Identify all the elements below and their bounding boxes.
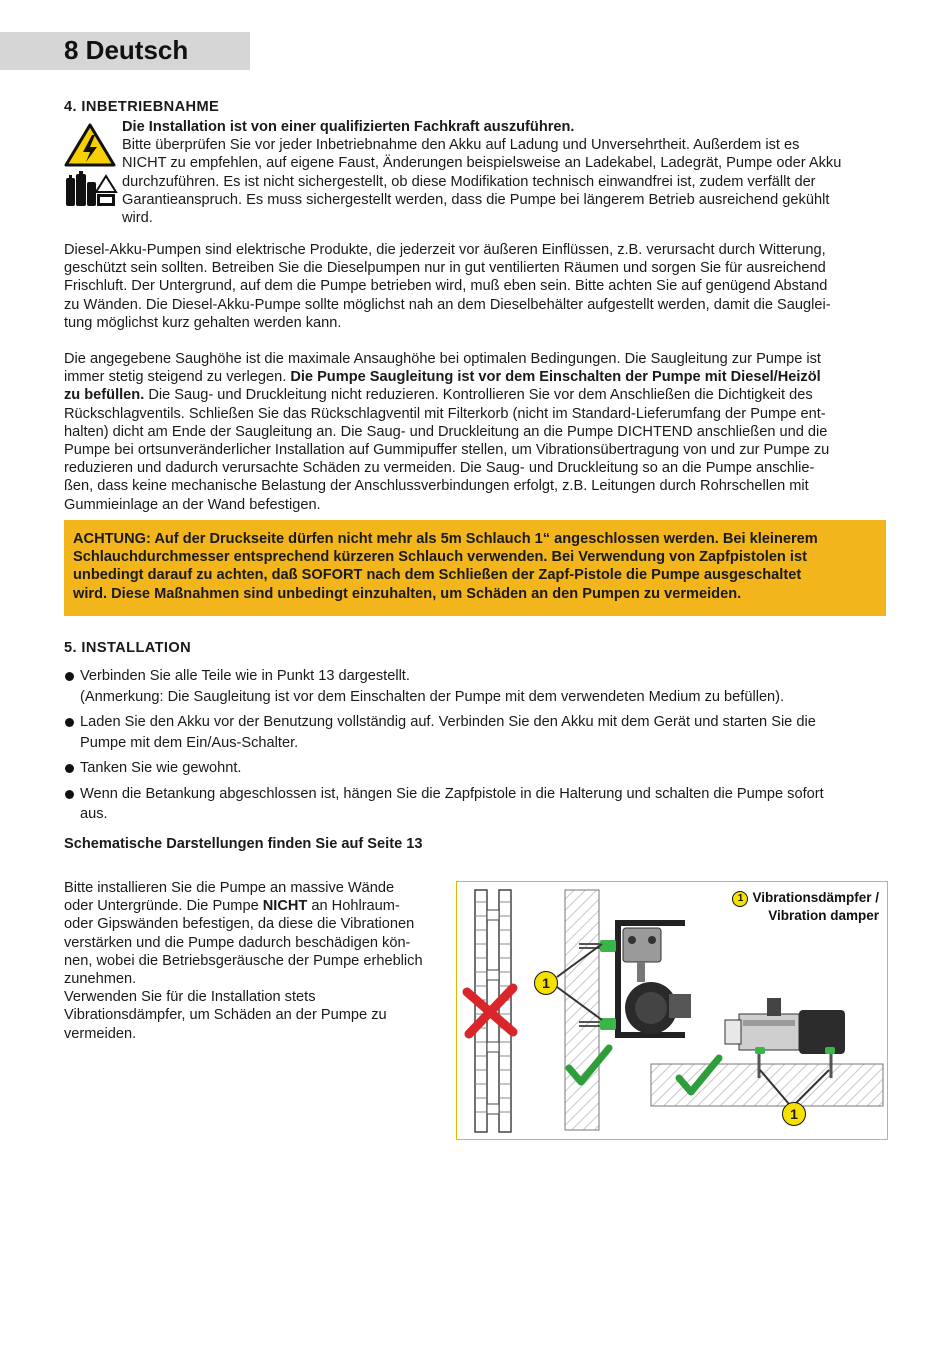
paragraph-line: Die Saug- und Druckleitung nicht reduzieren. Kontrollieren Sie vor dem Anschließen die Dichtigkeit des — [144, 387, 813, 404]
paragraph-line: ßen, dass keine mechanische Belastung der Anschlussverbindungen erfolgt, z.B. Leitungen durch Rohrschellen mit — [64, 478, 809, 495]
solid-wall — [565, 890, 599, 1130]
paragraph-line: zunehmen. — [64, 971, 137, 988]
list-item-text: Wenn die Betankung abgeschlossen ist, hängen Sie die Zapfpistole in die Halterung und schalten die Pumpe sofort — [80, 785, 824, 802]
warning-text — [73, 530, 878, 603]
paragraph-line: tung möglichst kurz gehalten werden kann. — [64, 314, 342, 331]
figure-legend — [732, 889, 879, 925]
legend-text: Vibration damper — [768, 908, 879, 923]
paragraph-line: Vibrationsdämpfer, um Schäden an der Pumpe zu — [64, 1007, 387, 1024]
list-item-text: Pumpe mit dem Ein/Aus-Schalter. — [80, 734, 299, 751]
paragraph-line: Pumpe bei ortsunveränderlicher Installation auf Gummipuffer stellen, um Vibrationsübertragung von und zur Pumpe zu — [64, 442, 830, 459]
paragraph-line: Bitte installieren Sie die Pumpe an massive Wände — [64, 880, 395, 896]
list-item-text: (Anmerkung: Die Saugleitung ist vor dem Einschalten der Pumpe mit dem verwendeten Medium zu befüllen). — [80, 688, 785, 705]
warning-box — [64, 520, 886, 616]
paragraph-line: vermeiden. — [64, 1025, 137, 1042]
paragraph-line: an Hohlraum- — [307, 898, 400, 915]
paragraph-line: Gummieinlage an der Wand befestigen. — [64, 496, 321, 513]
callout-number-badge: 1 — [534, 971, 558, 995]
callout-number-badge: 1 — [782, 1102, 806, 1126]
paragraph-line: nen, wobei die Betriebsgeräusche der Pumpe erheblich — [64, 952, 423, 969]
paragraph-line: verstärken und die Pumpe dadurch beschädigen kön- — [64, 934, 411, 951]
paragraph-line: Verwenden Sie für die Installation stets — [64, 989, 316, 1006]
intro-line: NICHT zu empfehlen, auf eigene Faust, Änderungen beispielsweise an Ladekabel, Ladegrät, Pumpe oder Akku — [122, 155, 842, 172]
paragraph-line: Die angegebene Saughöhe ist die maximale Ansaughöhe bei optimalen Bedingungen. Die Saugleitung zur Pumpe ist — [64, 351, 821, 367]
intro-line: wird. — [122, 210, 153, 227]
list-item-text: Tanken Sie wie gewohnt. — [80, 760, 242, 776]
paragraph-line: geschützt sein sollten. Betreiben Sie die Dieselpumpen nur in gut ventilierten Räumen und sorgen Sie für ausreichend — [64, 260, 826, 277]
paragraph-line: oder Untergründe. Die Pumpe — [64, 898, 263, 915]
paragraph-line: oder Gipswänden befestigen, da diese die Vibrationen — [64, 916, 415, 933]
legend-text: Vibrationsdämpfer / — [752, 890, 879, 905]
electric-hazard-icon — [64, 123, 116, 167]
intro-line: Bitte überprüfen Sie vor jeder Inbetriebnahme den Akku auf Ladung und Unversehrtheit. Außerdem ist es — [122, 137, 800, 154]
paragraph-line: reduzieren und dadurch verursachte Schäden zu vermeiden. Die Saug- und Druckleitung so an die Pumpe anschlie- — [64, 460, 815, 477]
vibration-damper-figure — [456, 881, 888, 1140]
mounting-paragraph — [64, 879, 449, 1043]
paragraph-line: Diesel-Akku-Pumpen sind elektrische Produkte, die jederzeit vor äußeren Einflüssen, z.B. verursacht durch Witterung, — [64, 242, 826, 258]
installation-steps — [64, 666, 894, 830]
list-item — [64, 758, 894, 779]
section-5-heading: 5. INSTALLATION — [64, 640, 192, 656]
paragraph-bold: zu befüllen. — [64, 387, 145, 404]
warning-line: unbedingt darauf zu achten, daß SOFORT nach dem Schließen der Zapf-Pistole die Pumpe ausgeschaltet — [73, 567, 802, 584]
intro-line: durchzuführen. Es ist nicht sichergestellt, ob diese Modifikation technisch einwandfrei ist, zudem verfällt der — [122, 173, 816, 190]
bullet-icon — [65, 672, 74, 681]
page-title: 8 Deutsch — [64, 35, 189, 65]
schematic-note: Schematische Darstellungen finden Sie auf Seite 13 — [64, 836, 423, 852]
warning-line: ACHTUNG: Auf der Druckseite dürfen nicht mehr als 5m Schlauch 1“ angeschlossen werden. Bei kleinerem — [73, 531, 818, 547]
paragraph-line: immer stetig steigend zu verlegen. — [64, 369, 291, 386]
paragraph-suction — [64, 350, 894, 514]
section-4-heading: 4. INBETRIEBNAHME — [64, 99, 220, 115]
bullet-icon — [65, 790, 74, 799]
list-item — [64, 666, 894, 707]
list-item — [64, 784, 894, 825]
paragraph-placement — [64, 241, 894, 332]
warning-line: wird. Diese Maßnahmen sind unbedingt einzuhalten, um Schäden an den Pumpen zu vermeiden. — [73, 585, 742, 602]
bullet-icon — [65, 764, 74, 773]
bullet-icon — [65, 718, 74, 727]
warning-line: Schlauchdurchmesser entsprechend kürzeren Schlauch verwenden. Bei Verwendung von Zapfpistolen ist — [73, 549, 807, 566]
section-4-intro — [122, 118, 892, 227]
paragraph-line: halten) dicht am Ende der Saugleitung an. Die Saug- und Druckleitung an die Pumpe DICHTEND anschließen und die — [64, 423, 828, 440]
intro-line: Garantieanspruch. Es muss sichergestellt werden, dass die Pumpe bei längerem Betrieb ausreichend gekühlt — [122, 191, 830, 208]
battery-disposal-icon — [64, 170, 118, 210]
list-item-text: Laden Sie den Akku vor der Benutzung vollständig auf. Verbinden Sie den Akku mit dem Gerät und starten Sie die — [80, 714, 816, 730]
paragraph-bold: Die Pumpe Saugleitung ist vor dem Einschalten der Pumpe mit Diesel/Heizöl — [290, 369, 821, 386]
list-item-text: aus. — [80, 806, 108, 822]
paragraph-bold: NICHT — [262, 898, 308, 915]
paragraph-line: Rückschlagventils. Schließen Sie das Rückschlagventil mit Filterkorb (nicht im Standard-Lieferumfang der Pumpe ent- — [64, 405, 826, 422]
page-header — [0, 32, 250, 70]
paragraph-line: zu Wänden. Die Diesel-Akku-Pumpe sollte möglichst nah an dem Dieselbehälter aufgestellt werden, damit die Sauglei- — [64, 296, 831, 313]
list-item-text: Verbinden Sie alle Teile wie in Punkt 13 dargestellt. — [80, 668, 410, 684]
paragraph-line: Frischluft. Der Untergrund, auf dem die Pumpe betrieben wird, muß eben sein. Bitte achten Sie auf genügend Abstand — [64, 278, 828, 295]
list-item — [64, 712, 894, 753]
intro-bold-text: Die Installation ist von einer qualifizierten Fachkraft auszuführen. — [122, 119, 575, 135]
legend-number-badge: 1 — [732, 891, 748, 907]
